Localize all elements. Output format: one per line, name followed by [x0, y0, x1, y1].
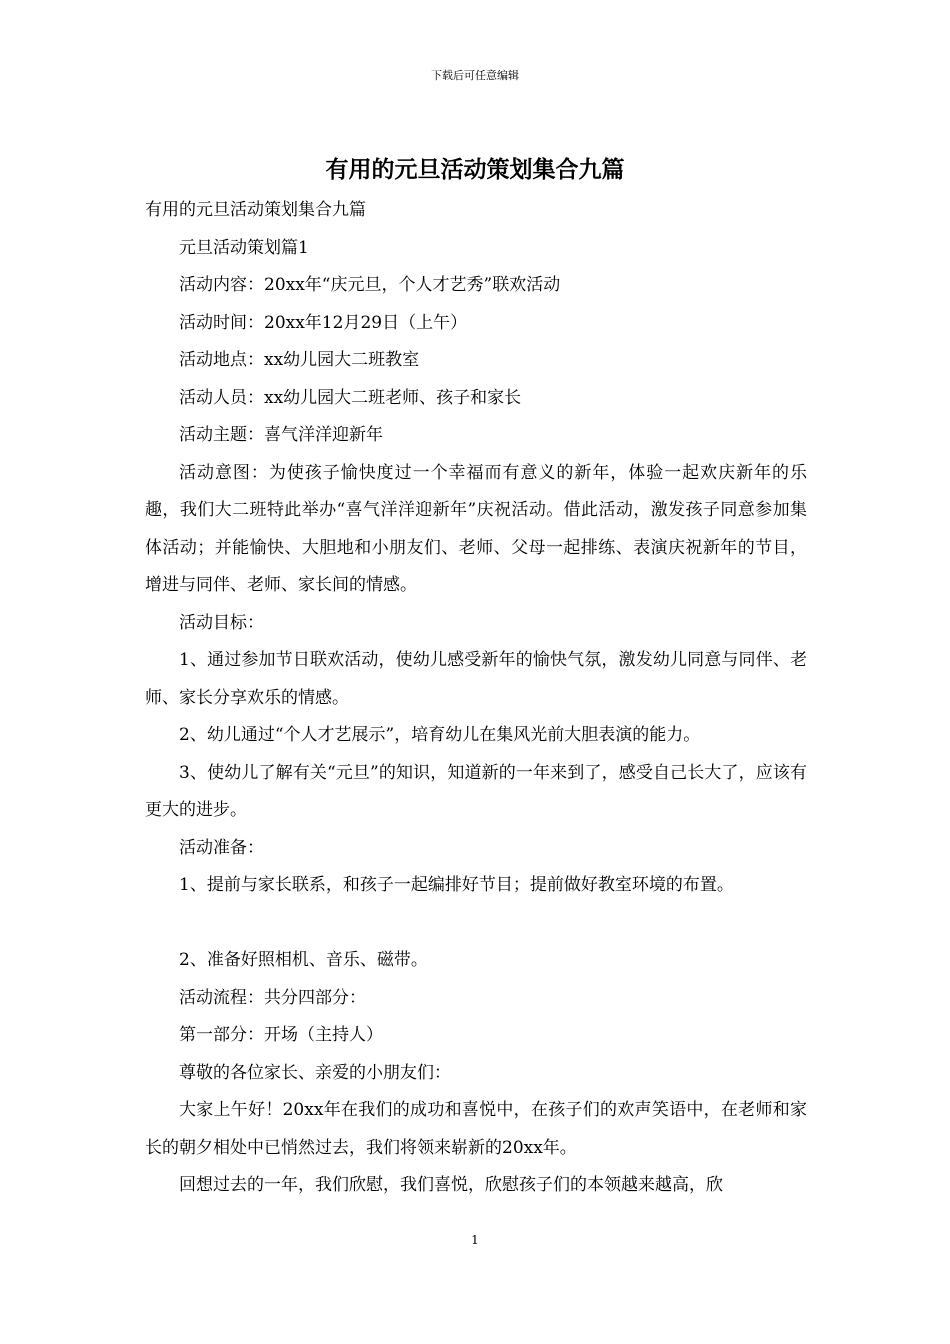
part-one-heading: 第一部分：开场（主持人）: [179, 1025, 383, 1045]
preparation-item-1: 1、提前与家长联系，和孩子一起编排好节目；提前做好教室环境的布置。: [179, 875, 734, 895]
activity-location-paragraph: 活动地点：xx幼儿园大二班教室: [179, 350, 420, 370]
activity-goals-heading: 活动目标：: [179, 612, 264, 633]
document-title: 有用的元旦活动策划集合九篇: [325, 156, 625, 183]
activity-theme-paragraph: 活动主题：喜气洋洋迎新年: [179, 425, 383, 445]
activity-participants-paragraph: 活动人员：xx幼儿园大二班老师、孩子和家长: [179, 387, 522, 408]
page-header-note: 下载后可任意编辑: [431, 69, 519, 82]
activity-time-paragraph: 活动时间：20xx年12月29日（上午）: [179, 312, 468, 333]
section-heading-paragraph: 元旦活动策划篇1: [179, 237, 309, 258]
opening-speech-paragraph: 大家上午好！20xx年在我们的成功和喜悦中，在孩子们的欢声笑语中，在老师和家长的朝夕相处中已悄然过去，我们将领来崭新的20xx年。: [145, 1100, 807, 1158]
document-body: [145, 192, 807, 1205]
activity-preparation-heading: 活动准备：: [179, 837, 264, 858]
blank-line: [145, 905, 807, 943]
page-number: 1: [471, 1233, 479, 1247]
activity-purpose-paragraph: 活动意图：为使孩子愉快度过一个幸福而有意义的新年，体验一起欢庆新年的乐趣，我们大二班特此举办“喜气洋洋迎新年”庆祝活动。借此活动，激发孩子同意参加集体活动；并能愉快、大胆地和小朋友们、老师、父母一起排练、表演庆祝新年的节目，增进与同伴、老师、家长间的情感。: [145, 462, 807, 595]
goal-item-1: 1、通过参加节日联欢活动，使幼儿感受新年的愉快气氛，激发幼儿同意与同伴、老师、家长分享欢乐的情感。: [145, 650, 807, 708]
doc-subtitle-paragraph: 有用的元旦活动策划集合九篇: [145, 200, 366, 220]
greeting-paragraph: 尊敬的各位家长、亲爱的小朋友们：: [179, 1062, 451, 1083]
goal-item-2: 2、幼儿通过“个人才艺展示”，培育幼儿在集风光前大胆表演的能力。: [179, 725, 701, 745]
activity-process-heading: 活动流程：共分四部分：: [179, 987, 366, 1008]
activity-content-paragraph: 活动内容：20xx年“庆元旦，个人才艺秀”联欢活动: [179, 275, 561, 295]
preparation-item-2: 2、准备好照相机、音乐、磁带。: [179, 950, 428, 970]
review-paragraph: 回想过去的一年，我们欣慰，我们喜悦，欣慰孩子们的本领越来越高，欣: [179, 1175, 723, 1195]
goal-item-3: 3、使幼儿了解有关“元旦”的知识，知道新的一年来到了，感受自己长大了，应该有更大的进步。: [145, 762, 807, 820]
